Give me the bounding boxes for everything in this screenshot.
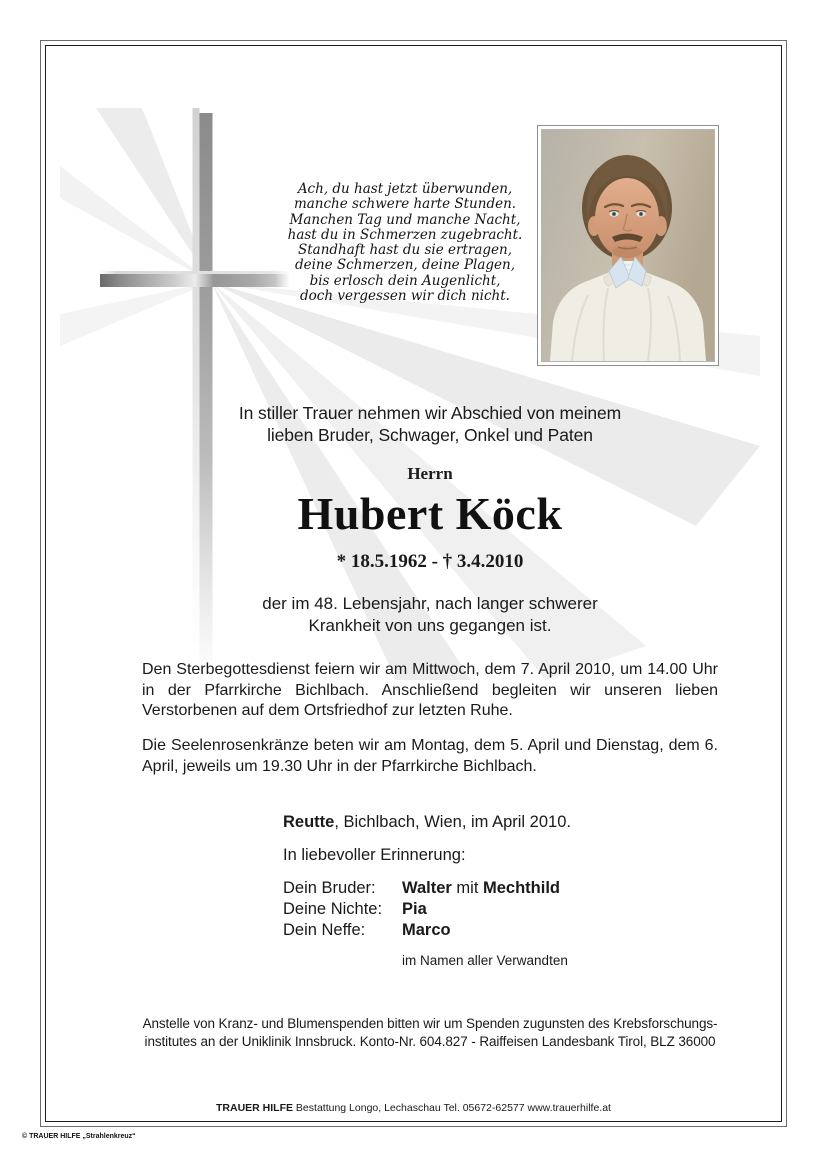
service-paragraph-2: Die Seelenrosenkränze beten wir am Montag, dem 5. April und Dienstag, dem 6. April, jeweils um 19.30 Uhr in der Pfarrkirche Bichlbach. (142, 737, 718, 775)
mourner-label: Deine Nichte: (283, 900, 383, 918)
announcement-line: lieben Bruder, Schwager, Onkel und Paten (267, 425, 593, 445)
poem-line: Ach, du hast jetzt überwunden, (297, 181, 513, 197)
service-paragraph-1: Den Sterbegottesdienst feiern wir am Mittwoch, dem 7. April 2010, um 14.00 Uhr in der Pfarrkirche Bichlbach. Anschließend begleiten wir unseren lieben Verstorbenen auf dem Ortsfriedhof zur letzten Ruhe. (142, 661, 718, 719)
memory-line: In liebevoller Erinnerung: (283, 846, 466, 864)
place-rest: , Bichlbach, Wien, im April 2010. (334, 813, 571, 831)
age-text-line: Krankheit von uns gegangen ist. (308, 616, 552, 635)
poem-line: manche schwere harte Stunden. (293, 196, 517, 213)
funeral-home-footer (46, 1102, 781, 1114)
mourner-row (283, 920, 703, 941)
funeral-home-info: Bestattung Longo, Lechaschau Tel. 05672-62577 www.trauerhilfe.at (293, 1102, 611, 1114)
mourner-names: Walter mit Mechthild (402, 879, 560, 897)
birth-death-dates: * 18.5.1962 - † 3.4.2010 (336, 551, 524, 572)
mourner-row (283, 878, 703, 899)
mourner-label: Dein Bruder: (283, 879, 376, 897)
mourner-names: Pia (402, 900, 427, 918)
announcement-line: In stiller Trauer nehmen wir Abschied von meinem (238, 403, 622, 423)
place-date-line (283, 812, 703, 833)
donation-line: Anstelle von Kranz- und Blumenspenden bitten wir um Spenden zugunsten des Krebsforschungs- (142, 1016, 718, 1031)
portrait-photo (537, 125, 719, 366)
on-behalf-line: im Namen aller Verwandten (402, 953, 568, 968)
poem-line: deine Schmerzen, deine Plagen, (294, 257, 516, 274)
announcement-text (142, 402, 718, 446)
poem-line: bis erlosch dein Augenlicht, (309, 272, 501, 289)
copyright-note: © TRAUER HILFE „Strahlenkreuz“ (22, 1133, 136, 1140)
salutation: Herrn (407, 464, 453, 483)
closing-block (283, 812, 703, 971)
mourner-label: Dein Neffe: (283, 921, 366, 939)
deceased-name: Hubert Köck (297, 488, 563, 539)
poem-line: Manchen Tag und manche Nacht, (289, 211, 521, 228)
poem-line: Standhaft hast du sie ertragen, (297, 242, 513, 259)
mourner-names: Marco (402, 921, 451, 939)
donation-line: institutes an der Uniklinik Innsbruck. Konto-Nr. 604.827 - Raiffeisen Landesbank Tirol, BLZ 36000 (144, 1033, 716, 1049)
memorial-poem (255, 182, 555, 304)
poem-line: doch vergessen wir dich nicht. (300, 288, 510, 305)
portrait-photo-inner (541, 129, 715, 362)
age-text-line: der im 48. Lebensjahr, nach langer schwerer (262, 594, 598, 613)
place-name: Reutte (283, 813, 335, 831)
mourner-row (283, 899, 703, 920)
poem-line: hast du in Schmerzen zugebracht. (287, 226, 523, 243)
funeral-home-brand: TRAUER HILFE (216, 1102, 294, 1114)
portrait-illustration (542, 130, 714, 361)
donation-note (110, 1015, 750, 1050)
age-text (142, 593, 718, 637)
